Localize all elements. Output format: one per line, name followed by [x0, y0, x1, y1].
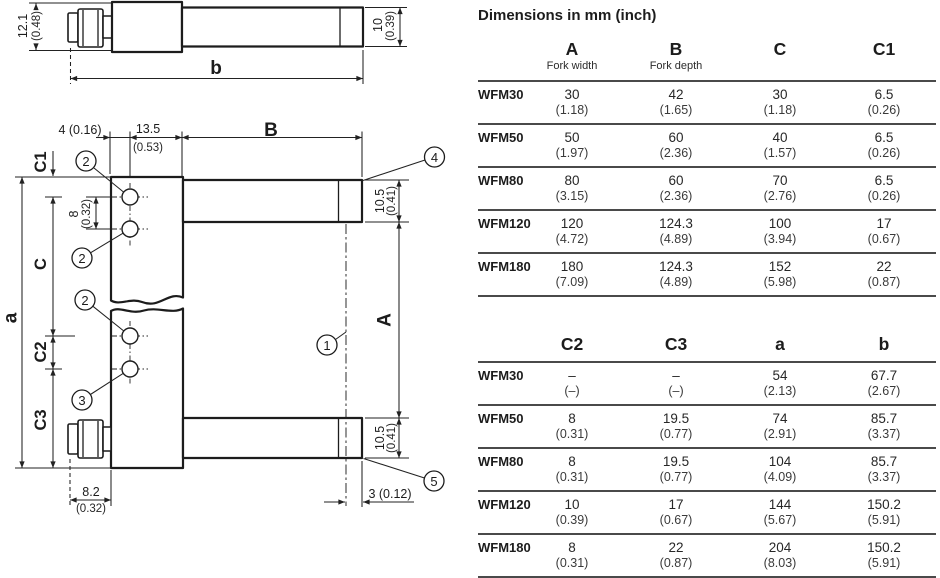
dim-cell: 180 (7.09): [520, 253, 624, 296]
callout-4: [363, 147, 445, 181]
dim-depth-mm: 13.5: [135, 122, 161, 136]
table-row: [478, 124, 936, 167]
dim-cell: 17 (0.67): [832, 210, 936, 253]
col-header-A: A Fork width: [520, 39, 624, 81]
row-label: WFM50: [478, 124, 520, 167]
col-header-C3: C3: [624, 334, 728, 362]
panel-title: Dimensions in mm (inch): [478, 7, 657, 24]
table-row: [478, 81, 936, 124]
dim-arm-bot-inch: (0.41): [386, 422, 398, 454]
dim-c3: C3: [32, 409, 50, 431]
table-row: [478, 210, 936, 253]
row-label: WFM30: [478, 362, 520, 405]
dim-cell: 17 (0.67): [624, 491, 728, 534]
dim-cell: 8 (0.31): [520, 448, 624, 491]
svg-text:4: 4: [430, 150, 439, 165]
table-row: [478, 534, 936, 577]
dimensions-table-primary: [478, 39, 936, 297]
table-row: [478, 362, 936, 405]
dim-end-mm: 10: [371, 18, 385, 32]
dim-hole-inch: (0.32): [81, 198, 93, 230]
dim-cell: 19.5 (0.77): [624, 448, 728, 491]
callout-2-top: [76, 151, 124, 192]
dim-cell: 124.3 (4.89): [624, 253, 728, 296]
front-view: [1, 120, 445, 515]
dim-cell: 50 (1.97): [520, 124, 624, 167]
row-label: WFM50: [478, 405, 520, 448]
dim-cell: 204 (8.03): [728, 534, 832, 577]
col-header-B: B Fork depth: [624, 39, 728, 81]
table-row: [478, 253, 936, 296]
dim-arm-top-mm: 10.5: [373, 188, 387, 214]
dim-conn-inch: (0.32): [75, 503, 107, 515]
corner-cell: [478, 39, 520, 81]
dim-cell: 10 (0.39): [520, 491, 624, 534]
row-label: WFM120: [478, 210, 520, 253]
dim-height-mm: 12.1: [16, 13, 30, 39]
svg-text:3: 3: [78, 393, 86, 408]
dim-cell: 67.7 (2.67): [832, 362, 936, 405]
table-row: [478, 448, 936, 491]
dim-fork-depth-B: B: [264, 120, 278, 141]
col-header-C: C: [728, 39, 832, 81]
col-header-C1: C1: [832, 39, 936, 81]
dim-fork-width-A: A: [374, 313, 396, 327]
dim-cell: 85.7 (3.37): [832, 405, 936, 448]
dim-cell: 70 (2.76): [728, 167, 832, 210]
row-label: WFM80: [478, 448, 520, 491]
dim-offset: 4 (0.16): [58, 123, 102, 137]
front-body-lower: [111, 309, 183, 469]
table-header-row: [478, 39, 936, 81]
dim-arm-bot-mm: 10.5: [373, 425, 387, 451]
dim-cell: 74 (2.91): [728, 405, 832, 448]
col-header-a: a: [728, 334, 832, 362]
dim-cell: 150.2 (5.91): [832, 534, 936, 577]
dim-cell: 80 (3.15): [520, 167, 624, 210]
dimensions-table-secondary: [478, 334, 936, 578]
top-view-body: [112, 2, 182, 52]
dim-hole-mm: 8: [67, 210, 81, 218]
svg-text:1: 1: [323, 338, 331, 353]
row-label: WFM180: [478, 534, 520, 577]
dim-cell: 6.5 (0.26): [832, 167, 936, 210]
row-label: WFM180: [478, 253, 520, 296]
dim-a: a: [0, 312, 22, 324]
dim-cell: 30 (1.18): [728, 81, 832, 124]
connector-front: [68, 420, 111, 458]
dim-axis: 3 (0.12): [368, 487, 412, 501]
dim-cell: – (–): [520, 362, 624, 405]
dim-arm-top-inch: (0.41): [386, 185, 398, 217]
row-label: WFM120: [478, 491, 520, 534]
dim-end-inch: (0.39): [385, 10, 397, 42]
dim-cell: 104 (4.09): [728, 448, 832, 491]
top-view: [16, 2, 407, 84]
callout-1: [317, 332, 346, 355]
svg-text:2: 2: [81, 293, 89, 308]
dim-cell: 8 (0.31): [520, 405, 624, 448]
dim-cell: – (–): [624, 362, 728, 405]
table-row: [478, 491, 936, 534]
top-view-arm: [182, 8, 363, 47]
dim-cell: 6.5 (0.26): [832, 81, 936, 124]
svg-text:2: 2: [78, 251, 86, 266]
svg-text:2: 2: [82, 154, 90, 169]
dim-cell: 6.5 (0.26): [832, 124, 936, 167]
table-header-row: [478, 334, 936, 362]
dim-cell: 60 (2.36): [624, 124, 728, 167]
dim-cell: 124.3 (4.89): [624, 210, 728, 253]
dim-cell: 30 (1.18): [520, 81, 624, 124]
dim-length-b: b: [210, 58, 222, 79]
row-label: WFM80: [478, 167, 520, 210]
dim-height-inch: (0.48): [31, 10, 43, 42]
lower-arm: [183, 418, 362, 458]
dim-c2: C2: [32, 341, 50, 363]
table-row: [478, 167, 936, 210]
dim-cell: 85.7 (3.37): [832, 448, 936, 491]
connector-side: [68, 9, 112, 47]
dim-cell: 150.2 (5.91): [832, 491, 936, 534]
row-label: WFM30: [478, 81, 520, 124]
dim-cell: 54 (2.13): [728, 362, 832, 405]
col-header-C2: C2: [520, 334, 624, 362]
dim-cell: 22 (0.87): [832, 253, 936, 296]
dim-cell: 100 (3.94): [728, 210, 832, 253]
dim-cell: 152 (5.98): [728, 253, 832, 296]
upper-arm: [183, 180, 362, 222]
technical-drawing: [0, 0, 470, 562]
corner-cell: [478, 334, 520, 362]
dim-cell: 60 (2.36): [624, 167, 728, 210]
dim-depth-inch: (0.53): [132, 142, 164, 154]
dimensions-panel: [478, 8, 936, 578]
dim-c1: C1: [32, 151, 50, 173]
dim-cell: 40 (1.57): [728, 124, 832, 167]
table-row: [478, 405, 936, 448]
col-header-b: b: [832, 334, 936, 362]
dim-c: C: [32, 258, 50, 270]
dim-cell: 42 (1.65): [624, 81, 728, 124]
svg-text:5: 5: [430, 474, 438, 489]
dim-cell: 22 (0.87): [624, 534, 728, 577]
dim-cell: 144 (5.67): [728, 491, 832, 534]
dim-conn-mm: 8.2: [82, 485, 100, 499]
dim-cell: 19.5 (0.77): [624, 405, 728, 448]
dim-cell: 8 (0.31): [520, 534, 624, 577]
dim-cell: 120 (4.72): [520, 210, 624, 253]
